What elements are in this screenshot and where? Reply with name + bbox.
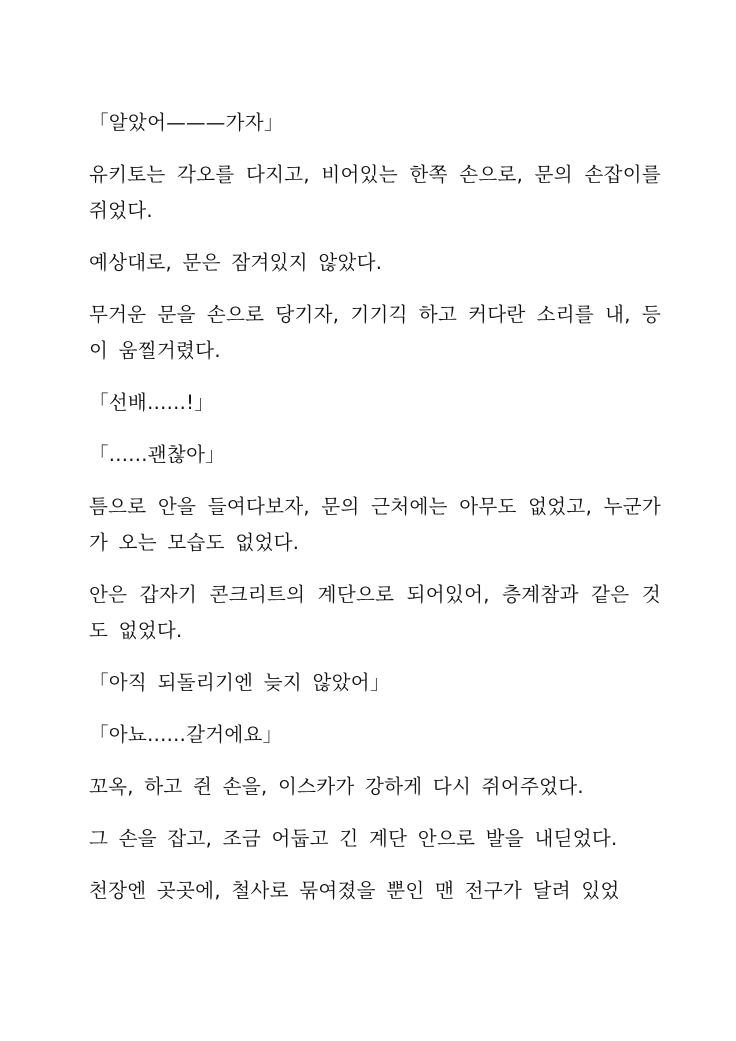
- narration-paragraph: 그 손을 잡고, 조금 어둡고 긴 계단 안으로 발을 내딛었다.: [89, 827, 618, 850]
- dialogue-paragraph: 「아직 되돌리기엔 늦지 않았어」: [89, 671, 390, 694]
- narration-paragraph: 꼬옥, 하고 쥔 손을, 이스카가 강하게 다시 쥐어주었다.: [89, 775, 584, 798]
- narration-paragraph: 틈으로 안을 들여다보자, 문의 근처에는 아무도 없었고, 누군가가 오는 모습도 없었다.: [89, 495, 661, 554]
- dialogue-paragraph: 「알았어———가자」: [89, 111, 284, 134]
- narration-paragraph: 예상대로, 문은 잠겨있지 않았다.: [89, 251, 383, 274]
- dialogue-paragraph: 「아뇨......갈거에요」: [89, 723, 283, 746]
- body-text: [89, 105, 661, 925]
- dialogue-paragraph: 「선배......!」: [89, 391, 214, 414]
- narration-paragraph: 천장엔 곳곳에, 철사로 묶여졌을 뿐인 맨 전구가 달려 있었: [89, 879, 620, 902]
- narration-paragraph: 안은 갑자기 콘크리트의 계단으로 되어있어, 층계참과 같은 것도 없었다.: [89, 583, 661, 642]
- narration-paragraph: 유키토는 각오를 다지고, 비어있는 한쪽 손으로, 문의 손잡이를 쥐었다.: [89, 163, 661, 222]
- narration-paragraph: 무거운 문을 손으로 당기자, 기기긱 하고 커다란 소리를 내, 등이 움찔거렸다.: [89, 303, 661, 362]
- dialogue-paragraph: 「......괜찮아」: [89, 443, 226, 466]
